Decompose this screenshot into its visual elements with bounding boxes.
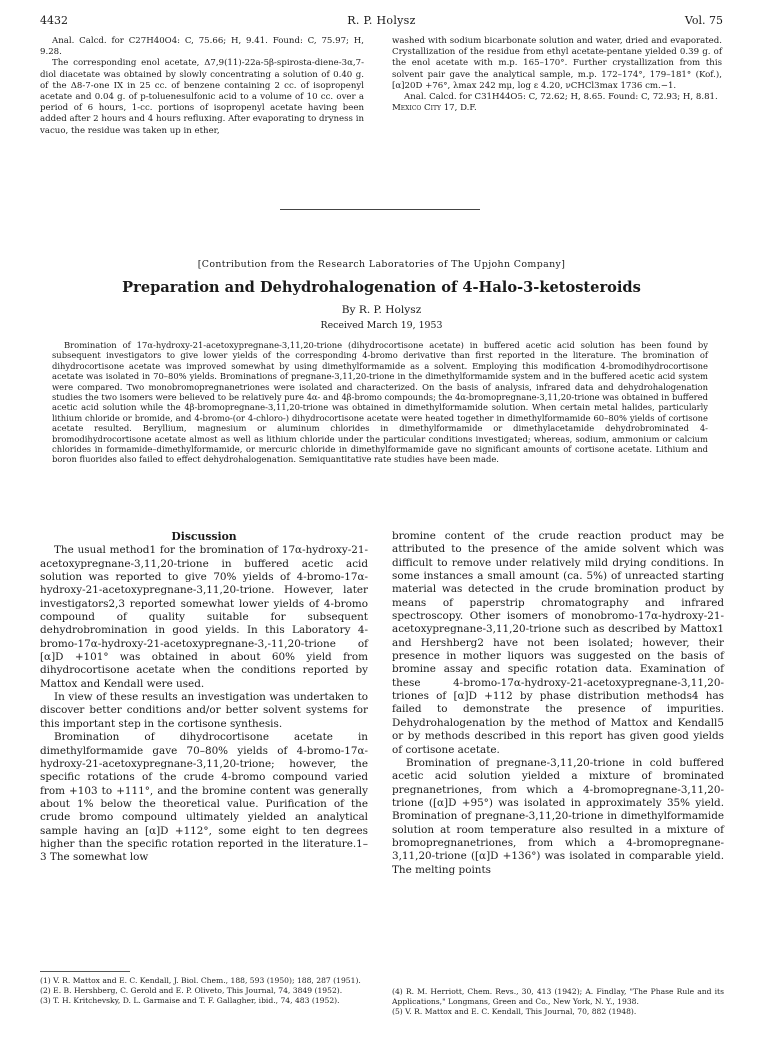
abstract: Bromination of 17α-hydroxy-21-acetoxypregnane-3,11,20-trione (dihydrocortisone acetate) in buffered acetic acid solution has been found by subsequent investigators to give lower yields of the corresponding 4-bromo derivative than first reported in the literature. The bromination of dihydrocortisone acetate was improved somewhat by using dimethylformamide as a solvent. Employing this modification 4-bromodihydrocortisone acetate was isolated in 70–80% yields. Brominations of pregnane-3,11,20-trione in the dimethylformamide system and in the buffered acetic acid system were compared. Two monobromopregnanetriones were isolated and characterized. On the basis of analysis, infrared data and dehydrohalogenation studies the two isomers were believed to be relatively pure 4α- and 4β-bromo compounds; the 4α-bromopregnane-3,11,20-trione was obtained in buffered acetic acid solution while the 4β-bromopregnane-3,11,20-trione was obtained in dimethylformamide solution. When certain metal halides, particularly lithium chloride or bromide, and 4-bromo-(or 4-chloro-) dihydrocortisone acetate were heated together in dimethylformamide 60–80% yields of cortisone acetate resulted. Beryllium, magnesium or aluminum chlorides in dimethylformamide or dimethylacetamide dehydrobrominated 4-bromodihydrocortisone acetate almost as well as lithium chloride under the particular conditions investigated; whereas, sodium, ammonium or calcium chlorides in formamide–dimethylformamide, or mercuric chloride in dimethylformamide gave no significant amounts of cortisone acetate. Lithium and boron fluorides also failed to effect dehydrohalogenation. Semiquantitative rate studies have been made. [52,340,708,465]
body-right-column [392,530,724,877]
paragraph: Anal. Calcd. for C31H44O5: C, 72.62; H, 8.65. Found: C, 72.93; H, 8.81. [404,92,718,103]
page-number: 4432 [40,14,68,27]
article-separator-rule [280,209,480,210]
volume-label: Vol. 75 [684,14,723,27]
paragraph: The corresponding enol acetate, Δ7,9(11)-22a-5β-spirosta-diene-3α,7-diol diacetate was obtained by slowly concentrating a solution of 0.40 g. of the Δ8-7-one IX in 25 cc. of benzene containing 2 cc. of isopropenyl acetate and 0.04 g. of p-toluenesulfonic acid to a volume of 10 cc. over a period of 6 hours, 1-cc. portions of isopropenyl acetate having been added after 2 hours and 4 hours refluxing. After evaporating to dryness in vacuo, the residue was taken up in ether, [40,58,364,136]
body-left-column [40,530,368,865]
footnote: (1) V. R. Mattox and E. C. Kendall, J. Biol. Chem., 188, 593 (1950); 188, 287 (1951). [40,976,361,985]
footnote: (4) R. M. Herriott, Chem. Revs., 30, 413 (1942); A. Findlay, "The Phase Rule and its Applications," Longmans, Green and Co., New York, N. Y., 1938. [392,987,724,1007]
footnote: (5) V. R. Mattox and E. C. Kendall, This Journal, 70, 882 (1948). [392,1007,637,1017]
paragraph: Bromination of dihydrocortisone acetate in dimethylformamide gave 70–80% yields of 4-bromo-17α-hydroxy-21-acetoxypregnane-3,11,20-trione; however, the specific rotations of the crude 4-bromo compound varied from +103 to +111°, and the bromine content was generally about 1% below the theoretical value. Purification of the crude bromo compound ultimately yielded an analytical sample having an [α]D +112°, some eight to ten degrees higher than the specific rotation reported in the literature.1–3 The somewhat low [40,731,368,864]
received-date: Received March 19, 1953 [320,320,443,331]
running-author: R. P. Holysz [347,14,416,27]
paragraph: In view of these results an investigation was undertaken to discover better conditions and/or better solvent systems for this important step in the cortisone synthesis. [40,691,368,730]
previous-article-right-column [392,36,722,114]
paragraph: Anal. Calcd. for C27H40O4: C, 75.66; H, 9.41. Found: C, 75.97; H, 9.28. [40,36,364,58]
paragraph: Bromination of pregnane-3,11,20-trione in cold buffered acetic acid solution yielded a mixture of brominated pregnanetriones, from which a 4-bromopregnane-3,11,20-trione ([α]D +95°) was isolated in approximately 35% yield. Bromination of pregnane-3,11,20-trione in dimethylformamide solution at room temperature also resulted in a mixture of bromopregnanetriones, from which a 4-bromopregnane-3,11,20-trione ([α]D +136°) was isolated in comparable yield. The melting points [392,756,724,876]
article-title: Preparation and Dehydrohalogenation of 4-Halo-3-ketosteroids [122,279,641,296]
running-header [40,14,723,30]
paragraph: The usual method1 for the bromination of 17α-hydroxy-21-acetoxypregnane-3,11,20-trione in buffered acetic acid solution was reported to give 70% yields of 4-bromo-17α-hydroxy-21-acetoxypregnane-3,11,20-trione. However, later investigators2,3 reported somewhat lower yields of 4-bromo compound of quality suitable for subsequent dehydrobromination in good yields. In this Laboratory 4-bromo-17α-hydroxy-21-acetoxypregnane-3,-11,20-trione of [α]D +101° was obtained in about 60% yield from dihydrocortisone acetate when the conditions reported by Mattox and Kendall were used. [40,544,368,690]
paragraph: bromine content of the crude reaction product may be attributed to the presence of the amide solvent which was difficult to remove under relatively mild drying conditions. In some instances a small amount (ca. 5%) of unreacted starting material was detected in the crude bromination product by means of paperstrip chromatography and infrared spectroscopy. Other isomers of monobromo-17α-hydroxy-21-acetoxypregnane-3,11,20-trione such as described by Mattox1 and Hershberg2 have not been isolated; however, their presence in mother liquors was suggested on the basis of bromine assay and specific rotation data. Examination of these 4-bromo-17α-hydroxy-21-acetoxypregnane-3,11,20-triones of [α]D +112 by phase distribution methods4 has failed to demonstrate the presence of impurities. Dehydrohalogenation by the method of Mattox and Kendall5 or by methods described in this report has given good yields of cortisone acetate. [392,530,724,756]
paragraph: washed with sodium bicarbonate solution and water, dried and evaporated. Crystallization of the residue from ethyl acetate-pentane yielded 0.39 g. of the enol acetate with m.p. 165–170°. Further crystallization from this solvent pair gave the analytical sample, m.p. 172–174°, 179–181° (Kof.), [α]20D +76°, λmax 242 mμ, log ε 4.20, νCHCl3max 1736 cm.−1. [392,36,722,91]
location-line: Mexico City 17, D.F. [392,103,477,114]
byline: By R. P. Holysz [341,304,422,316]
previous-article-left-column [40,36,364,137]
section-heading: Discussion [171,530,237,543]
footnotes-right [392,987,724,1017]
footnote-rule [40,971,130,972]
footnote: (3) T. H. Kritchevsky, D. L. Garmaise and T. F. Gallagher, ibid., 74, 483 (1952). [40,996,340,1006]
contribution-line: [Contribution from the Research Laboratories of The Upjohn Company] [197,259,566,270]
footnotes-left [40,976,368,1006]
footnote: (2) E. B. Hershberg, C. Gerold and E. P. Oliveto, This Journal, 74, 3849 (1952). [40,986,343,996]
